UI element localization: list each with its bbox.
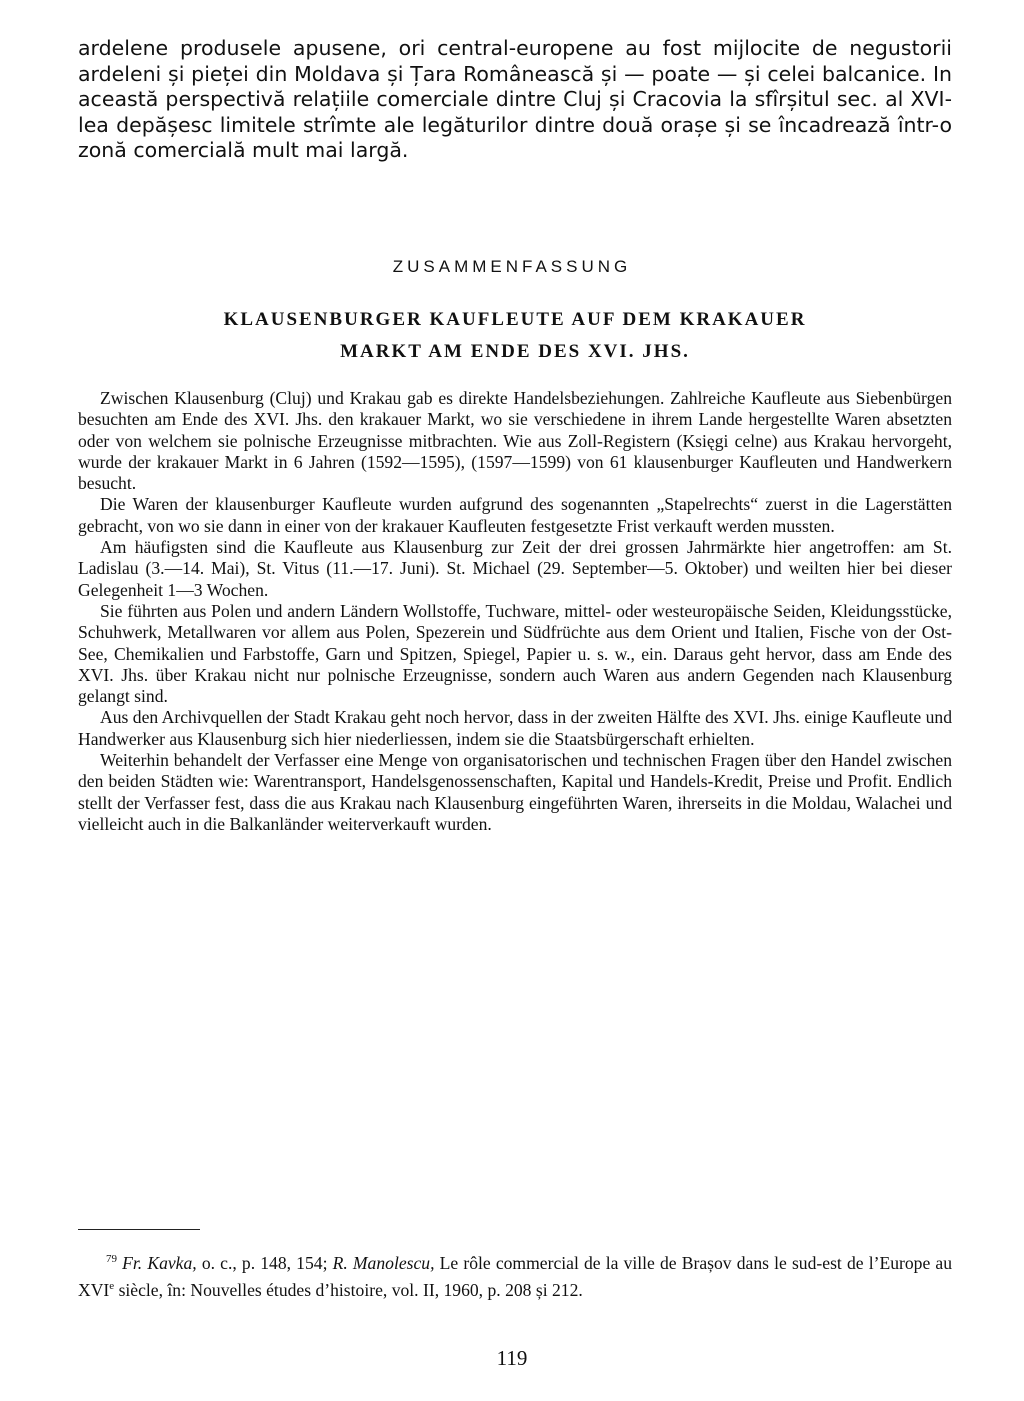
romanian-paragraph: ardelene produsele apusene, ori central-europene au fost mijlocite de negustorii ardeleni și pieței din Moldava și Țara Românească și — poate — și celei balcanice. In această perspectivă relațiile comerciale dintre Cluj și Cracovia la sfîrșitul sec. al XVI-lea depășesc limitele strîmte ale legăturilor dintre două orașe și se încadrează într-o zonă comercială mult mai largă. — [78, 36, 952, 162]
german-paragraph-6: Weiterhin behandelt der Verfasser eine Menge von organisatorischen und technischen Fragen über den Handel zwischen den beiden Städten wie: Warentransport, Handelsgenossenschaften, Kapital und Handels-Kredit, Preise und Profit. Endlich stellt der Verfasser fest, dass die aus Krakau nach Klausenburg eingeführten Waren, ihrerseits in die Moldau, Walachei und vielleicht auch in die Balkanländer weiterverkauft wurden. — [78, 750, 952, 834]
german-title-line-1: KLAUSENBURGER KAUFLEUTE AUF DEM KRAKAUER — [223, 309, 807, 330]
german-summary — [78, 388, 952, 835]
summary-heading: ZUSAMMENFASSUNG — [392, 257, 632, 276]
german-paragraph-1: Zwischen Klausenburg (Cluj) und Krakau gab es direkte Handelsbeziehungen. Zahlreiche Kaufleute aus Siebenbürgen besuchten am Ende des XVI. Jhs. den krakauer Markt, wo sie verschiedene in ihrem Lande hergestellte Waren absetzten oder von welchem sie polnische Erzeugnisse mitbrachten. Wie aus Zoll-Registern (Księgi celne) aus Krakau hervorgeht, wurde der krakauer Markt in 6 Jahren (1592—1595), (1597—1599) von 61 klausenburger Kaufleuten und Handwerkern besucht. — [78, 388, 952, 494]
footnote-author-1: Fr. Kavka, — [122, 1252, 197, 1273]
footnote-number: 79 — [106, 1253, 117, 1265]
german-paragraph-5: Aus den Archivquellen der Stadt Krakau geht noch hervor, dass in der zweiten Hälfte des XVI. Jhs. einige Kaufleute und Handwerker aus Klausenburg sich hier niederliessen, indem sie die Staatsbürgerschaft erhielten. — [78, 707, 952, 749]
footnote-text-3: siècle, în: Nouvelles études d’histoire, vol. II, 1960, p. 208 și 212. — [114, 1279, 583, 1300]
footnote — [78, 1248, 952, 1302]
german-paragraph-3: Am häufigsten sind die Kaufleute aus Klausenburg zur Zeit der drei grossen Jahrmärkte hier angetroffen: am St. Ladislau (3.—14. Mai), St. Vitus (11.—17. Juni). St. Michael (29. September—5. Oktober) und weilten hier bei dieser Gelegenheit 1—3 Wochen. — [78, 537, 952, 600]
footnote-text-1: o. c., p. 148, 154; — [196, 1252, 333, 1273]
german-title-line-2: MARKT AM ENDE DES XVI. JHS. — [340, 341, 690, 362]
footnote-text-2: Le rôle commercial de la ville de Brașov dans le sud-est de l’Europe au XVI — [78, 1252, 952, 1300]
german-paragraph-4: Sie führten aus Polen und andern Ländern Wollstoffe, Tuchware, mittel- oder westeuropäische Seiden, Kleidungsstücke, Schuhwerk, Metallwaren vor allem aus Polen, Spezerein und Südfrüchte aus dem Orient und Italien, Fische von der Ost-See, Chemikalien und Farbstoffe, Garn und Spitzen, Spiegel, Papier u. s. w., ein. Daraus geht hervor, dass am Ende des XVI. Jhs. über Krakau nicht nur polnische Erzeugnisse, sondern auch Waren aus andern Gegenden nach Klausenburg gelangt sind. — [78, 600, 952, 707]
german-title — [78, 304, 952, 368]
german-paragraph-2: Die Waren der klausenburger Kaufleute wurden aufgrund des sogenannten „Stapelrechts“ zuerst in die Lagerstätten gebracht, von wo sie dann in einer von der krakauer Kaufleuten festgesetzte Frist verkauft werden mussten. — [78, 494, 952, 536]
footnote-divider — [78, 1229, 200, 1230]
footnote-superscript: e — [109, 1279, 115, 1292]
page-number: 119 — [496, 1346, 528, 1370]
footnote-author-2: R. Manolescu, — [332, 1252, 435, 1273]
